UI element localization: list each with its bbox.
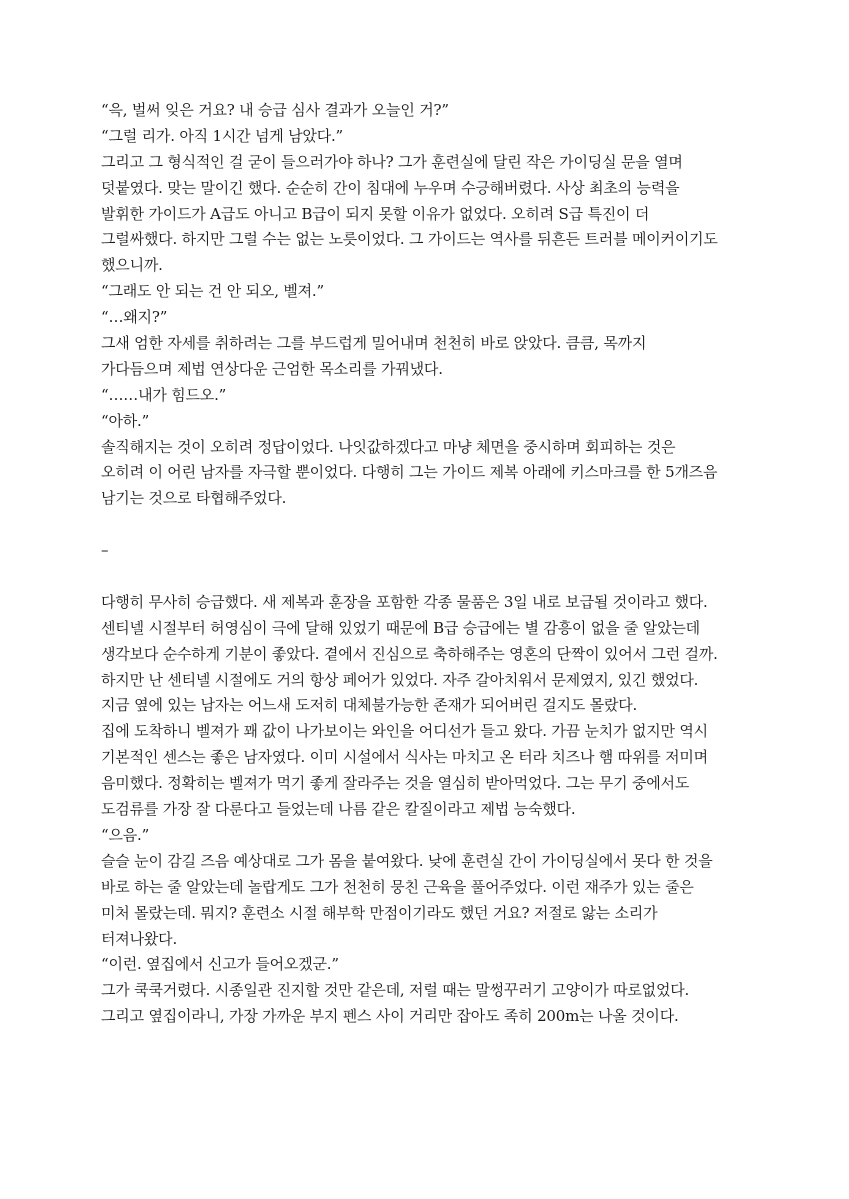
text-line: 발휘한 가이드가 A급도 아니고 B급이 되지 못할 이유가 없었다. 오히려 S급 특진이 더 [101, 204, 650, 223]
text-line: 그리고 옆집이라니, 가장 가까운 부지 펜스 사이 거리만 잡아도 족히 200m는 나올 것이다. [101, 1007, 679, 1026]
text-line: 남기는 것으로 타협해주었다. [101, 489, 287, 508]
blank-line [101, 512, 761, 538]
section-separator: – [101, 541, 109, 560]
text-line: 슬슬 눈이 감길 즈음 예상대로 그가 몸을 붙여왔다. 낮에 훈련실 간이 가이딩실에서 못다 한 것을 [101, 851, 713, 870]
text-line: 미처 몰랐는데. 뭐지? 훈련소 시절 해부학 만점이기라도 했던 거요? 저절로 앓는 소리가 [101, 903, 658, 922]
text-line: 했으니까. [101, 256, 163, 275]
text-line: 오히려 이 어린 남자를 자극할 뿐이었다. 다행히 그는 가이드 제복 아래에 키스마크를 한 5개즈음 [101, 463, 718, 482]
text-line: 도검류를 가장 잘 다룬다고 들었는데 나름 같은 칼질이라고 제법 능숙했다. [101, 800, 576, 819]
text-line: 하지만 난 센티넬 시절에도 거의 항상 페어가 있었다. 자주 갈아치워서 문제였지, 있긴 했었다. [101, 670, 699, 689]
text-line: 그리고 그 형식적인 걸 굳이 들으러가야 하나? 그가 훈련실에 달린 작은 가이딩실 문을 열며 [101, 152, 683, 171]
blank-line [101, 564, 761, 590]
text-line: 생각보다 순수하게 기분이 좋았다. 곁에서 진심으로 축하해주는 영혼의 단짝이 있어서 그런 걸까. [101, 644, 718, 663]
text-line: 지금 옆에 있는 남자는 어느새 도저히 대체불가능한 존재가 되어버린 걸지도 몰랐다. [101, 696, 638, 715]
text-line: 솔직해지는 것이 오히려 정답이었다. 나잇값하겠다고 마냥 체면을 중시하며 회피하는 것은 [101, 437, 676, 456]
text-line: 그새 엄한 자세를 취하려는 그를 부드럽게 밀어내며 천천히 바로 앉았다. 큼큼, 목까지 [101, 334, 647, 353]
text-line: “아하.” [101, 411, 150, 430]
text-line: 센티넬 시절부터 허영심이 극에 달해 있었기 때문에 B급 승급에는 별 감흥이 없을 줄 알았는데 [101, 618, 700, 637]
text-line: 집에 도착하니 벨져가 꽤 값이 나가보이는 와인을 어디선가 들고 왔다. 가끔 눈치가 없지만 역시 [101, 722, 708, 741]
text-line: “……내가 힘드오.” [101, 385, 227, 404]
text-line: 바로 하는 줄 알았는데 놀랍게도 그가 천천히 뭉친 근육을 풀어주었다. 이런 재주가 있는 줄은 [101, 877, 694, 896]
text-line: 기본적인 센스는 좋은 남자였다. 이미 시설에서 식사는 마치고 온 터라 치즈나 햄 따위를 저미며 [101, 748, 708, 767]
text-line: 그가 쿡쿡거렸다. 시종일관 진지할 것만 같은데, 저럴 때는 말썽꾸러기 고양이가 따로없었다. [101, 981, 690, 1000]
text-section-2 [101, 590, 761, 1030]
text-line: 덧붙였다. 맞는 말이긴 했다. 순순히 간이 침대에 누우며 수긍해버렸다. 사상 최초의 능력을 [101, 178, 680, 197]
text-line: “그럴 리가. 아직 1시간 넘게 남았다.” [101, 126, 344, 145]
text-line: 음미했다. 정확히는 벨져가 먹기 좋게 잘라주는 것을 열심히 받아먹었다. 그는 무기 중에서도 [101, 774, 690, 793]
text-line: 다행히 무사히 승급했다. 새 제복과 훈장을 포함한 각종 물품은 3일 내로 보급될 것이라고 했다. [101, 592, 708, 611]
text-line: “…왜지?” [101, 308, 168, 327]
text-line: “으음.” [101, 825, 150, 844]
text-line: 가다듬으며 제법 연상다운 근엄한 목소리를 가꿔냈다. [101, 359, 443, 378]
text-line: “그래도 안 되는 건 안 되오, 벨져.” [101, 282, 324, 301]
text-section-1 [101, 98, 761, 512]
text-line: 터져나왔다. [101, 929, 178, 948]
text-line: “윽, 벌써 잊은 거요? 내 승급 심사 결과가 오늘인 거?” [101, 101, 449, 119]
text-line: 그럴싸했다. 하지만 그럴 수는 없는 노릇이었다. 그 가이드는 역사를 뒤흔든 트러블 메이커이기도 [101, 230, 718, 249]
text-line: “이런. 옆집에서 신고가 들어오겠군.” [101, 955, 339, 974]
